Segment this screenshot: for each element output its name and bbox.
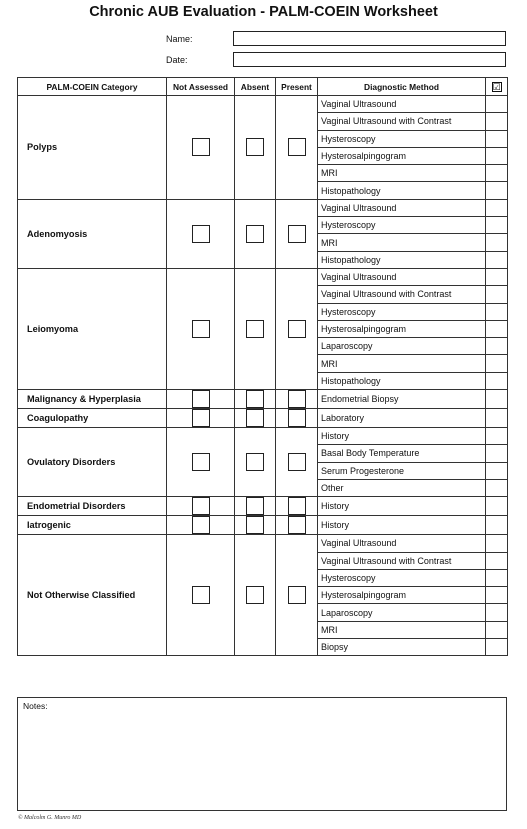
not-assessed-checkbox[interactable]: [192, 409, 210, 427]
header-not-assessed: Not Assessed: [167, 78, 235, 96]
table-row: [18, 535, 508, 552]
absent-checkbox[interactable]: [246, 586, 264, 604]
method-check-cell[interactable]: [486, 217, 508, 234]
category-label: Iatrogenic: [18, 516, 167, 535]
not-assessed-checkbox[interactable]: [192, 320, 210, 338]
present-cell: [276, 268, 318, 389]
table-row: [18, 497, 508, 516]
absent-cell: [235, 199, 276, 268]
method-check-cell[interactable]: [486, 96, 508, 113]
diagnostic-method: Laparoscopy: [318, 604, 486, 621]
diagnostic-method: MRI: [318, 165, 486, 182]
diagnostic-method: Serum Progesterone: [318, 462, 486, 479]
worksheet-title: Chronic AUB Evaluation - PALM-COEIN Worksheet: [89, 4, 438, 20]
absent-checkbox[interactable]: [246, 138, 264, 156]
notes-box[interactable]: [17, 697, 507, 811]
method-check-cell[interactable]: [486, 535, 508, 552]
category-label: Polyps: [18, 96, 167, 200]
not-assessed-cell: [167, 96, 235, 200]
method-check-cell[interactable]: [486, 147, 508, 164]
absent-cell: [235, 96, 276, 200]
method-check-cell[interactable]: [486, 569, 508, 586]
diagnostic-method: Histopathology: [318, 372, 486, 389]
table-row: [18, 390, 508, 409]
checked-box-icon: ☑: [492, 81, 501, 92]
category-label: Malignancy & Hyperplasia: [18, 390, 167, 409]
diagnostic-method: MRI: [318, 355, 486, 372]
diagnostic-method: Hysterosalpingogram: [318, 147, 486, 164]
present-checkbox[interactable]: [288, 453, 306, 471]
method-check-cell[interactable]: [486, 516, 508, 535]
not-assessed-cell: [167, 497, 235, 516]
date-field[interactable]: [233, 52, 506, 67]
not-assessed-checkbox[interactable]: [192, 453, 210, 471]
absent-checkbox[interactable]: [246, 409, 264, 427]
table-row: [18, 409, 508, 428]
diagnostic-method: Vaginal Ultrasound: [318, 268, 486, 285]
diagnostic-method: History: [318, 428, 486, 445]
method-check-cell[interactable]: [486, 639, 508, 656]
table-row: [18, 516, 508, 535]
table-body: [18, 96, 508, 656]
diagnostic-method: Basal Body Temperature: [318, 445, 486, 462]
method-check-cell[interactable]: [486, 390, 508, 409]
not-assessed-cell: [167, 516, 235, 535]
method-check-cell[interactable]: [486, 303, 508, 320]
diagnostic-method: Hysteroscopy: [318, 303, 486, 320]
method-check-cell[interactable]: [486, 445, 508, 462]
absent-checkbox[interactable]: [246, 453, 264, 471]
not-assessed-checkbox[interactable]: [192, 390, 210, 408]
present-checkbox[interactable]: [288, 497, 306, 515]
copyright: © Malcolm G. Munro MD: [18, 815, 82, 821]
not-assessed-cell: [167, 409, 235, 428]
name-label: Name:: [166, 34, 193, 44]
diagnostic-method: Endometrial Biopsy: [318, 390, 486, 409]
absent-cell: [235, 428, 276, 497]
table-row: [18, 428, 508, 445]
palm-coein-table: [17, 77, 508, 656]
category-label: Not Otherwise Classified: [18, 535, 167, 656]
absent-cell: [235, 268, 276, 389]
header-category: PALM-COEIN Category: [18, 78, 167, 96]
not-assessed-cell: [167, 268, 235, 389]
method-check-cell[interactable]: [486, 251, 508, 268]
absent-checkbox[interactable]: [246, 320, 264, 338]
table-row: [18, 96, 508, 113]
present-checkbox[interactable]: [288, 409, 306, 427]
not-assessed-cell: [167, 535, 235, 656]
category-label: Endometrial Disorders: [18, 497, 167, 516]
not-assessed-cell: [167, 199, 235, 268]
method-check-cell[interactable]: [486, 234, 508, 251]
present-checkbox[interactable]: [288, 138, 306, 156]
name-field[interactable]: [233, 31, 506, 46]
not-assessed-cell: [167, 428, 235, 497]
method-check-cell[interactable]: [486, 320, 508, 337]
present-cell: [276, 390, 318, 409]
diagnostic-method: Vaginal Ultrasound: [318, 96, 486, 113]
header-check: [486, 78, 508, 96]
present-checkbox[interactable]: [288, 225, 306, 243]
category-label: Coagulopathy: [18, 409, 167, 428]
absent-cell: [235, 497, 276, 516]
absent-checkbox[interactable]: [246, 516, 264, 534]
absent-checkbox[interactable]: [246, 225, 264, 243]
not-assessed-checkbox[interactable]: [192, 516, 210, 534]
header-present: Present: [276, 78, 318, 96]
present-cell: [276, 428, 318, 497]
present-cell: [276, 96, 318, 200]
diagnostic-method: Hysteroscopy: [318, 130, 486, 147]
method-check-cell[interactable]: [486, 409, 508, 428]
diagnostic-method: Other: [318, 479, 486, 496]
method-check-cell[interactable]: [486, 130, 508, 147]
table-row: [18, 199, 508, 216]
diagnostic-method: History: [318, 516, 486, 535]
present-checkbox[interactable]: [288, 320, 306, 338]
diagnostic-method: Hysterosalpingogram: [318, 587, 486, 604]
present-cell: [276, 409, 318, 428]
method-check-cell[interactable]: [486, 165, 508, 182]
method-check-cell[interactable]: [486, 113, 508, 130]
method-check-cell[interactable]: [486, 497, 508, 516]
present-cell: [276, 516, 318, 535]
absent-cell: [235, 409, 276, 428]
method-check-cell[interactable]: [486, 355, 508, 372]
method-check-cell[interactable]: [486, 268, 508, 285]
diagnostic-method: Vaginal Ultrasound: [318, 535, 486, 552]
not-assessed-cell: [167, 390, 235, 409]
not-assessed-checkbox[interactable]: [192, 497, 210, 515]
diagnostic-method: Hysterosalpingogram: [318, 320, 486, 337]
diagnostic-method: Vaginal Ultrasound with Contrast: [318, 113, 486, 130]
diagnostic-method: Vaginal Ultrasound: [318, 199, 486, 216]
method-check-cell[interactable]: [486, 428, 508, 445]
notes-label: Notes:: [23, 701, 48, 711]
diagnostic-method: Vaginal Ultrasound with Contrast: [318, 286, 486, 303]
not-assessed-checkbox[interactable]: [192, 138, 210, 156]
method-check-cell[interactable]: [486, 199, 508, 216]
diagnostic-method: Laboratory: [318, 409, 486, 428]
method-check-cell[interactable]: [486, 479, 508, 496]
absent-checkbox[interactable]: [246, 497, 264, 515]
method-check-cell[interactable]: [486, 621, 508, 638]
present-checkbox[interactable]: [288, 586, 306, 604]
diagnostic-method: MRI: [318, 234, 486, 251]
category-label: Leiomyoma: [18, 268, 167, 389]
present-cell: [276, 535, 318, 656]
present-checkbox[interactable]: [288, 516, 306, 534]
absent-cell: [235, 390, 276, 409]
diagnostic-method: Hysteroscopy: [318, 569, 486, 586]
category-label: Ovulatory Disorders: [18, 428, 167, 497]
method-check-cell[interactable]: [486, 587, 508, 604]
date-label: Date:: [166, 55, 188, 65]
method-check-cell[interactable]: [486, 604, 508, 621]
absent-cell: [235, 535, 276, 656]
absent-cell: [235, 516, 276, 535]
method-check-cell[interactable]: [486, 338, 508, 355]
not-assessed-checkbox[interactable]: [192, 225, 210, 243]
header-absent: Absent: [235, 78, 276, 96]
diagnostic-method: Histopathology: [318, 251, 486, 268]
diagnostic-method: Laparoscopy: [318, 338, 486, 355]
present-cell: [276, 199, 318, 268]
header-diagnostic-method: Diagnostic Method: [318, 78, 486, 96]
not-assessed-checkbox[interactable]: [192, 586, 210, 604]
method-check-cell[interactable]: [486, 552, 508, 569]
diagnostic-method: Biopsy: [318, 639, 486, 656]
diagnostic-method: MRI: [318, 621, 486, 638]
method-check-cell[interactable]: [486, 182, 508, 199]
diagnostic-method: History: [318, 497, 486, 516]
absent-checkbox[interactable]: [246, 390, 264, 408]
diagnostic-method: Hysteroscopy: [318, 217, 486, 234]
method-check-cell[interactable]: [486, 372, 508, 389]
diagnostic-method: Vaginal Ultrasound with Contrast: [318, 552, 486, 569]
present-checkbox[interactable]: [288, 390, 306, 408]
table-header-row: [18, 78, 508, 96]
category-label: Adenomyosis: [18, 199, 167, 268]
method-check-cell[interactable]: [486, 286, 508, 303]
method-check-cell[interactable]: [486, 462, 508, 479]
table-row: [18, 268, 508, 285]
diagnostic-method: Histopathology: [318, 182, 486, 199]
present-cell: [276, 497, 318, 516]
